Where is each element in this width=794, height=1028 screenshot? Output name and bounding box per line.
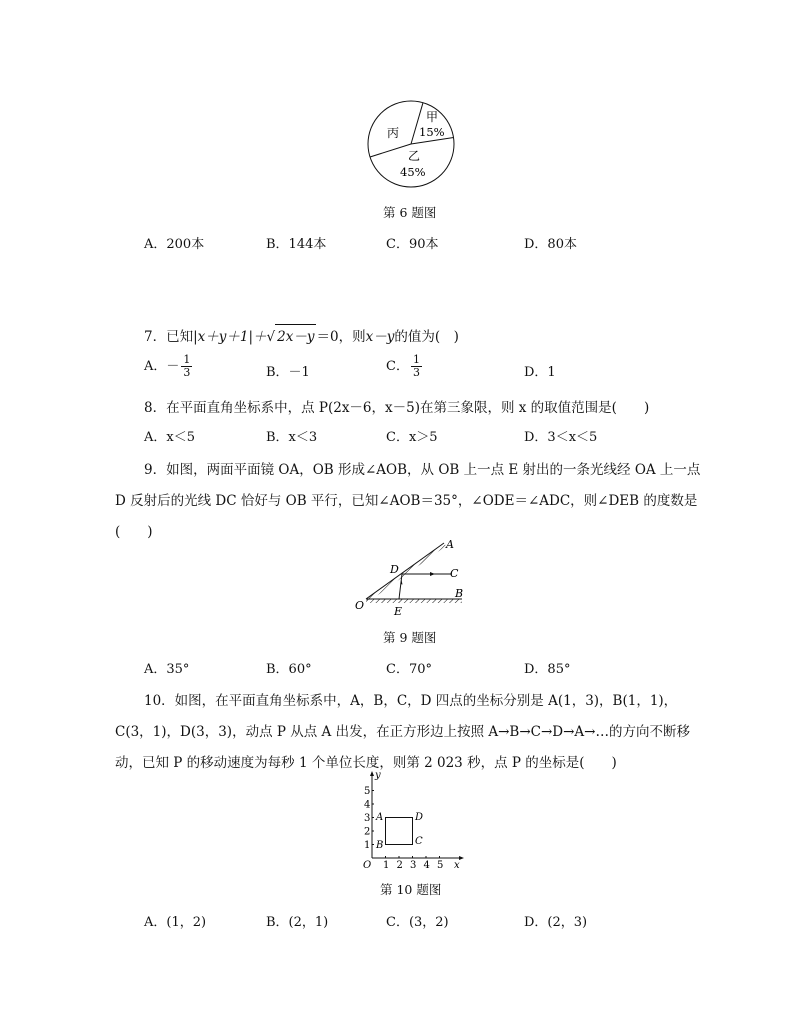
q8-stem: 8．在平面直角坐标系中，点 P(2x－6，x－5)在第三象限，则 x 的取值范围是( ) bbox=[144, 400, 650, 416]
q9-label-E: E bbox=[394, 605, 403, 618]
q10-x-tick-5: 5 bbox=[437, 860, 444, 871]
q6-pie-chart bbox=[366, 99, 456, 189]
q9-option-c: C．70° bbox=[386, 662, 432, 677]
q10-y-tick-5: 5 bbox=[364, 786, 371, 797]
q9-stem-line1: 9．如图，两面平面镜 OA，OB 形成∠AOB，从 OB 上一点 E 射出的一条光线经 OA 上一点 bbox=[144, 462, 701, 478]
fraction-numerator: 1 bbox=[412, 353, 420, 366]
pie-label-bing: 丙 bbox=[387, 126, 400, 140]
q7-option-d: D．1 bbox=[524, 365, 556, 380]
q10-y-tick-3: 3 bbox=[364, 813, 371, 824]
q7-stem-plus: ＋y＋1|＋ bbox=[205, 329, 267, 345]
q10-stem-line1: 10．如图，在平面直角坐标系中，A，B，C，D 四点的坐标分别是 A(1，3)，B(1，1)， bbox=[144, 693, 678, 709]
q7-stem-suffix: 的值为( ) bbox=[394, 329, 459, 345]
q10-y-tick-2: 2 bbox=[364, 826, 371, 838]
q10-x-axis-label: x bbox=[454, 860, 460, 871]
q10-x-tick-3: 3 bbox=[410, 860, 417, 871]
q7-stem: 7．已知|x＋y＋1|＋√ 2x－y ＝0，则x－y的值为( ) bbox=[144, 324, 459, 345]
q10-x-tick-1: 1 bbox=[383, 860, 390, 871]
q6-option-d: D．80本 bbox=[524, 237, 577, 252]
fraction-denominator: 3 bbox=[412, 366, 420, 379]
q8-option-a: A．x＜5 bbox=[144, 430, 195, 445]
q7-sqrt: 2x－y bbox=[275, 324, 316, 345]
q10-option-c: C．(3，2) bbox=[386, 915, 449, 930]
q9-label-C: C bbox=[450, 567, 459, 580]
q6-option-b: B．144本 bbox=[266, 237, 327, 252]
q10-coordinate-figure bbox=[355, 770, 467, 872]
q7-var-x: x bbox=[197, 329, 206, 345]
q9-mirror-figure bbox=[352, 536, 474, 620]
fraction-denominator: 3 bbox=[183, 366, 191, 379]
q10-y-tick-4: 4 bbox=[364, 799, 371, 811]
q8-option-b: B．x＜3 bbox=[266, 430, 318, 445]
q10-x-tick-2: 2 bbox=[396, 860, 403, 871]
q7-option-b: B．－1 bbox=[266, 365, 310, 380]
q10-stem-line2: C(3，1)，D(3，3)，动点 P 从点 A 出发，在正方形边上按照 A→B→C→D→A→…的方向不断移 bbox=[115, 724, 690, 740]
q10-y-axis-label: y bbox=[375, 770, 381, 781]
q9-label-A: A bbox=[446, 538, 454, 551]
fraction-numerator: 1 bbox=[183, 353, 191, 366]
pie-label-jia-pct: 15% bbox=[419, 125, 445, 139]
q10-origin-label: O bbox=[363, 860, 372, 871]
q9-label-O: O bbox=[355, 599, 365, 612]
q10-option-b: B．(2，1) bbox=[266, 915, 329, 930]
pie-label-yi: 乙 bbox=[408, 149, 421, 163]
q9-option-a: A．35° bbox=[144, 662, 190, 677]
q8-option-c: C．x＞5 bbox=[386, 430, 438, 445]
pie-label-yi-pct: 45% bbox=[400, 165, 426, 179]
q10-point-A: A bbox=[376, 812, 384, 823]
q10-point-B: B bbox=[376, 840, 384, 851]
q7-option-a-label: A．－ bbox=[144, 359, 180, 374]
q6-option-c: C．90本 bbox=[386, 237, 439, 252]
q8-option-d: D．3＜x＜5 bbox=[524, 430, 598, 445]
q7-xy: x－y bbox=[365, 329, 395, 345]
q10-x-tick-4: 4 bbox=[423, 860, 430, 871]
q10-option-a: A．(1，2) bbox=[144, 915, 207, 930]
q10-option-d: D．(2，3) bbox=[524, 915, 588, 930]
q7-stem-prefix: 7．已知| bbox=[144, 329, 198, 345]
q9-label-D: D bbox=[390, 563, 399, 576]
pie-label-jia: 甲 bbox=[426, 110, 439, 124]
q9-label-B: B bbox=[455, 587, 464, 600]
q6-option-a: A．200本 bbox=[144, 237, 205, 252]
q10-caption: 第 10 题图 bbox=[380, 882, 442, 897]
q9-stem-line2: D 反射后的光线 DC 恰好与 OB 平行，已知∠AOB＝35°，∠ODE＝∠ADC，则∠DEB 的度数是 bbox=[115, 493, 698, 509]
q7-option-c-fraction bbox=[411, 354, 422, 379]
q7-option-a bbox=[144, 354, 192, 379]
q9-option-d: D．85° bbox=[524, 662, 571, 677]
q9-option-b: B．60° bbox=[266, 662, 312, 677]
q9-stem-line3: ( ) bbox=[115, 524, 153, 540]
q10-stem-line3: 动，已知 P 的移动速度为每秒 1 个单位长度，则第 2 023 秒，点 P 的坐标是( ) bbox=[115, 755, 617, 771]
q10-y-tick-1: 1 bbox=[364, 840, 371, 851]
q6-caption: 第 6 题图 bbox=[383, 205, 437, 220]
q7-option-c-label: C． bbox=[386, 359, 409, 374]
q9-caption: 第 9 题图 bbox=[383, 630, 437, 645]
q10-point-C: C bbox=[415, 836, 423, 847]
q7-option-a-fraction bbox=[181, 354, 192, 379]
q7-option-c bbox=[386, 354, 422, 379]
q10-point-D: D bbox=[415, 812, 424, 823]
q7-stem-mid: ＝0，则 bbox=[316, 329, 366, 345]
